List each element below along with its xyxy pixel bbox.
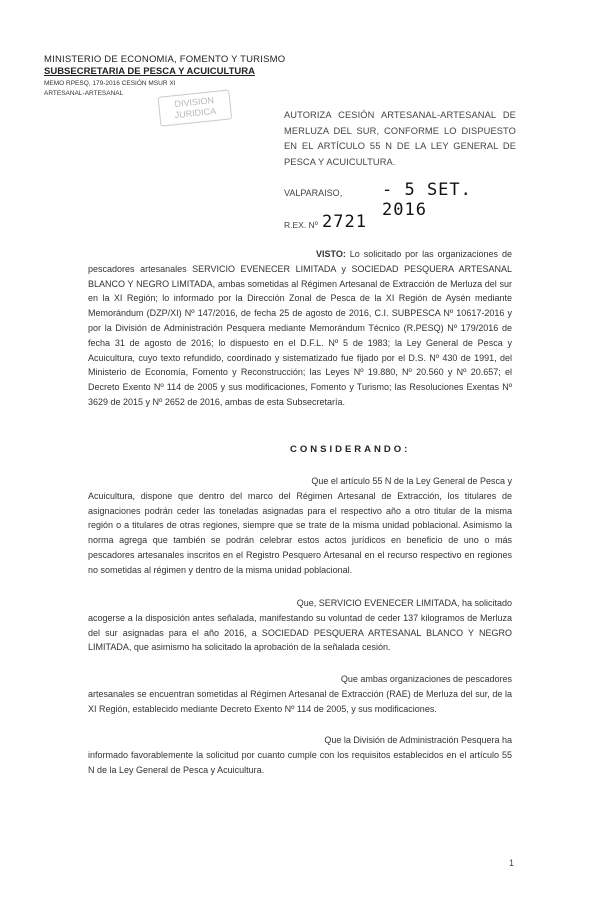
place-label: VALPARAISO, bbox=[284, 188, 343, 198]
paragraph-text: informado favorablemente la solicitud por cuanto cumple con los requisitos establecidos en el artículo 55 N de la Ley General de Pesca y Acuicultura. bbox=[88, 749, 512, 775]
considerando-paragraph-3 bbox=[88, 672, 512, 716]
considerando-paragraph-1 bbox=[88, 474, 512, 578]
paragraph-lead: Que ambas organizaciones de pescadores bbox=[340, 674, 512, 684]
paragraph-lead: Que la División de Administración Pesquera ha bbox=[324, 735, 512, 745]
division-stamp bbox=[157, 89, 234, 148]
paragraph-lead: Que, SERVICIO EVENECER LIMITADA, ha solicitado bbox=[296, 598, 512, 608]
resolution-subject: AUTORIZA CESIÓN ARTESANAL-ARTESANAL DE MERLUZA DEL SUR, CONFORME LO DISPUESTO EN EL ARTÍCULO 55 N DE LA LEY GENERAL DE PESCA Y ACUICULTURA. bbox=[284, 110, 516, 167]
considerando-paragraph-2 bbox=[88, 596, 512, 655]
visto-lead: VISTO: bbox=[316, 249, 346, 259]
visto-paragraph bbox=[88, 247, 512, 410]
memo-reference: MEMO RPESQ, 179-2016 CESIÓN MSUR XI bbox=[44, 80, 176, 87]
paragraph-lead: Que el artículo 55 N de la Ley General de Pesca y bbox=[311, 476, 512, 486]
visto-text: Lo solicitado por las organizaciones de pescadores artesanales SERVICIO EVENECER LIMITADA y SOCIEDAD PESQUERA ARTESANAL BLANCO Y NEGRO LIMITADA, ambas sometidas al Régimen Artesanal de Extracción de Merluza del sur en la XI Región; lo informado por la Dirección Zonal de Pesca de la XI Región de Aysén mediante Memorándum (DZP/XI) Nº 147/2016, de fecha 25 de agosto de 2016, C.I. SUBPESCA Nº 10617-2016 y por la División de Administración Pesquera mediante Memorándum Técnico (R.PESQ) Nº 179/2016 de fecha 31 de agosto de 2016; lo dispuesto en el D.F.L. Nº 5 de 1983; la Ley General de Pesca y Acuicultura, cuyo texto refundido, coordinado y sistematizado fue fijado por el D.S. Nº 430 de 1991, del Ministerio de Economía, Fomento y Reconstrucción; las Leyes Nº 19.880, Nº 20.560 y Nº 20.657; el Decreto Exento Nº 114 de 2005 y sus modificaciones, Fomento y Turismo; las Resoluciones Exentas Nº 3629 de 2015 y Nº 2652 de 2016, ambas de esta Subsecretaría. bbox=[88, 249, 512, 407]
resolution-number-label: R.EX. Nº bbox=[284, 220, 318, 230]
paragraph-text: acogerse a la disposición antes señalada, manifestando su voluntad de ceder 137 kilogramos de Merluza del sur asignadas para el año 2016, a SOCIEDAD PESQUERA ARTESANAL BLANCO Y NEGRO LIMITADA, que asimismo ha solicitado la aprobación de la señalada cesión. bbox=[88, 612, 512, 653]
paragraph-text: artesanales se encuentran sometidas al Régimen Artesanal de Extracción (RAE) de Merluza del sur, de la XI Región, establecido mediante Decreto Exento Nº 114 de 2005, y sus modificaciones. bbox=[88, 688, 512, 714]
ministry-name: MINISTERIO DE ECONOMIA, FOMENTO Y TURISMO bbox=[44, 54, 286, 65]
letterhead bbox=[44, 54, 286, 97]
stamp-line-2: JURIDICA bbox=[174, 105, 217, 121]
page-number: 1 bbox=[508, 858, 514, 868]
resolution-number-line bbox=[284, 212, 444, 236]
considerando-heading: CONSIDERANDO: bbox=[290, 444, 411, 455]
paragraph-text: Acuicultura, dispone que dentro del marco del Régimen Artesanal de Extracción, los titulares de asignaciones podrán ceder las toneladas asignadas para el respectivo año a otro titular de la misma región o a titulares de otras regiones, siempre que se trate de la misma unidad poblacional. Asimismo la norma agrega que también se podrán celebrar estos actos jurídicos en beneficio de uno o más pescadores artesanales inscritos en el Registro Pesquero Artesanal en el recurso respectivo en regiones no sometidas al régimen y dentro de la misma unidad poblacional. bbox=[88, 490, 512, 575]
date-line bbox=[284, 180, 524, 220]
subsecretaria-name: SUBSECRETARIA DE PESCA Y ACUICULTURA bbox=[44, 66, 255, 77]
date-stamp: - 5 SET. 2016 bbox=[382, 180, 472, 220]
considerando-paragraph-4 bbox=[88, 733, 512, 777]
stamp-line-1: DIVISION bbox=[174, 95, 215, 110]
resolution-number: 2721 bbox=[322, 212, 367, 232]
cession-type-reference: ARTESANAL-ARTESANAL bbox=[44, 90, 124, 97]
